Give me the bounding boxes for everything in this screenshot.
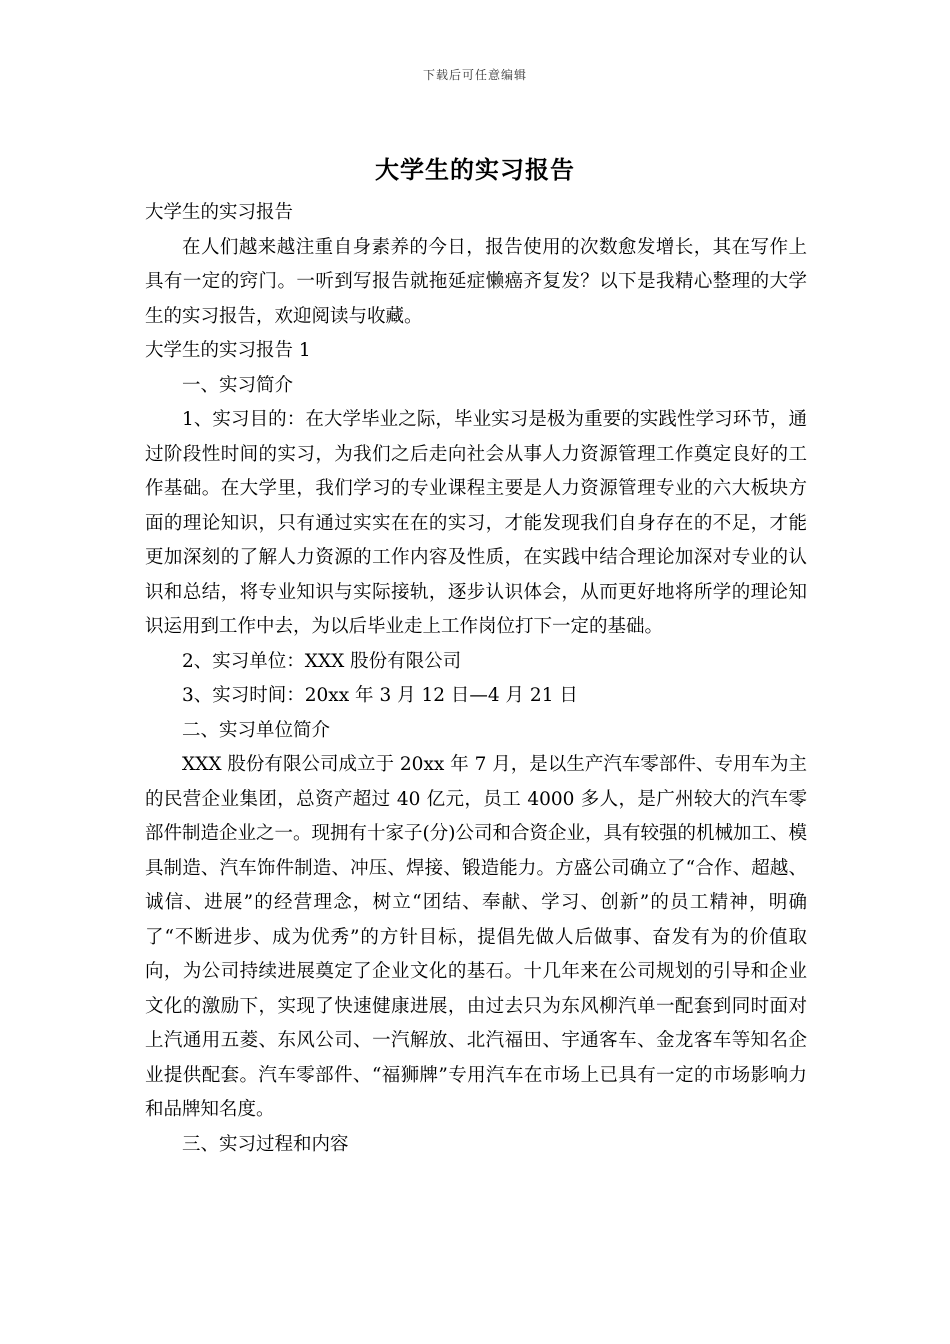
section-heading-process: 三、实习过程和内容 bbox=[182, 1133, 349, 1155]
section-heading-intro: 一、实习简介 bbox=[182, 374, 294, 396]
paragraph-intro: 在人们越来越注重自身素养的今日，报告使用的次数愈发增长，其在写作上具有一定的窍门。一听到写报告就拖延症懒癌齐复发？以下是我精心整理的大学生的实习报告，欢迎阅读与收藏。 bbox=[145, 236, 807, 327]
paragraph-unit: 2、实习单位：XXX 股份有限公司 bbox=[182, 650, 462, 672]
paragraph-subtitle: 大学生的实习报告 bbox=[145, 202, 294, 223]
paragraph-report-heading: 大学生的实习报告 1 bbox=[145, 340, 311, 361]
paragraph-purpose: 1、实习目的：在大学毕业之际，毕业实习是极为重要的实践性学习环节，通过阶段性时间的实习，为我们之后走向社会从事人力资源管理工作奠定良好的工作基础。在大学里，我们学习的专业课程主要是人力资源管理专业的六大板块方面的理论知识，只有通过实实在在的实习，才能发现我们自身存在的不足，才能更加深刻的了解人力资源的工作内容及性质，在实践中结合理论加深对专业的认识和总结，将专业知识与实际接轨，逐步认识体会，从而更好地将所学的理论知识运用到工作中去，为以后毕业走上工作岗位打下一定的基础。 bbox=[145, 409, 807, 637]
paragraph-company: XXX 股份有限公司成立于 20xx 年 7 月，是以生产汽车零部件、专用车为主的民营企业集团，总资产超过 40 亿元，员工 4000 多人，是广州较大的汽车零部件制造企业之一。现拥有十家子(分)公司和合资企业，具有较强的机械加工、模具制造、汽车饰件制造、冲压、焊接、锻造能力。方盛公司确立了“合作、超越、诚信、进展”的经营理念，树立“团结、奉献、学习、创新”的员工精神，明确了“不断进步、成为优秀”的方针目标，提倡先做人后做事、奋发有为的价值取向，为公司持续进展奠定了企业文化的基石。十几年来在公司规划的引导和企业文化的激励下，实现了快速健康进展，由过去只为东风柳汽单一配套到同时面对上汽通用五菱、东风公司、一汽解放、北汽福田、宇通客车、金龙客车等知名企业提供配套。汽车零部件、“福狮牌”专用汽车在市场上已具有一定的市场影响力和品牌知名度。 bbox=[145, 754, 807, 1120]
section-heading-unit-intro: 二、实习单位简介 bbox=[182, 719, 331, 741]
document-body bbox=[145, 196, 807, 1162]
header-note: 下载后可任意编辑 bbox=[422, 68, 527, 82]
document-title: 大学生的实习报告 bbox=[375, 155, 575, 184]
paragraph-time: 3、实习时间：20xx 年 3 月 12 日—4 月 21 日 bbox=[182, 685, 578, 706]
